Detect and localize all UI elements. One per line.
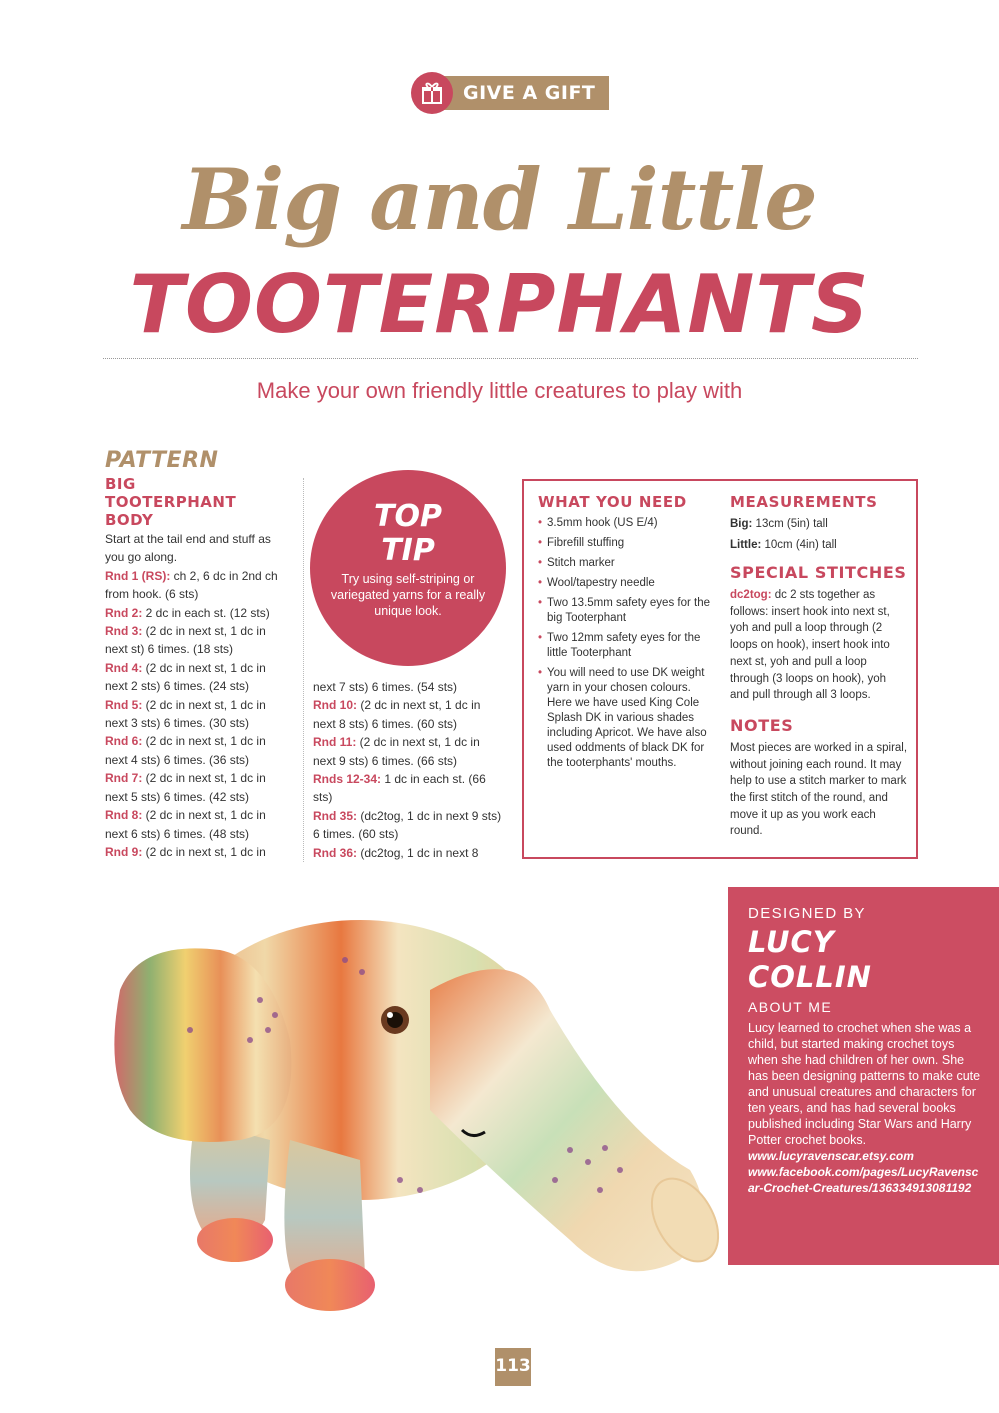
pattern-column-1 — [105, 448, 291, 861]
round-label: Rnd 7: — [105, 771, 143, 786]
round-text: (2 dc in next st, 1 dc in next st) 6 times. (18 sts) — [105, 624, 266, 657]
measurement-little — [730, 537, 908, 554]
measurements-heading: MEASUREMENTS — [730, 493, 878, 511]
pattern-continuation: next 7 sts) 6 times. (54 sts) — [313, 680, 458, 694]
round-text: (2 dc in next st, 1 dc in next 5 sts) 6 times. (42 sts) — [105, 771, 266, 804]
designed-by-label: DESIGNED BY — [748, 905, 866, 922]
round-label: Rnd 9: — [105, 844, 143, 859]
designer-bio: Lucy learned to crochet when she was a child, but started making crochet toys when she had children of her own. She has been designing patterns to make cute and unusual creatures and characters for ten years, and has had several books published including Star Wars and Harry Potter crochet books. — [748, 1021, 981, 1147]
measurement-label: Big: — [730, 518, 753, 530]
list-item: • Fibrefill stuffing — [538, 536, 710, 551]
subheading-line: BIG — [105, 475, 136, 493]
subheading-line: TOOTERPHANT — [105, 493, 237, 511]
designer-name — [748, 925, 981, 995]
subheading-line: BODY — [105, 511, 154, 529]
round-text: 2 dc in each st. (12 sts) — [142, 605, 270, 620]
round-text: (2 dc in next st, 1 dc in next 9 sts) 6 times. (66 sts) — [313, 735, 480, 768]
pattern-subheading — [105, 475, 291, 529]
pattern-round — [105, 843, 291, 861]
about-me-heading: ABOUT ME — [748, 999, 833, 1015]
measurement-big — [730, 516, 908, 533]
gift-icon — [411, 72, 453, 114]
list-item: • Wool/tapestry needle — [538, 576, 710, 591]
special-stitches-body — [730, 587, 908, 704]
pattern-intro: Start at the tail end and stuff as you go along. — [105, 532, 271, 565]
round-label: Rnd 2: — [105, 605, 143, 620]
badge-label: GIVE A GIFT — [439, 76, 609, 110]
measurement-value: 13cm (5in) tall — [752, 518, 828, 530]
round-text: (2 dc in next st, 1 dc in next 2 sts) 6 times. (24 sts) — [105, 660, 266, 694]
stitch-definition: dc 2 sts together as follows: insert hook into next st, yoh and pull a loop through (2 loops on hook), insert hook into next st, yoh and pull a loop through (3 loops on hook), yoh and pull through all 3 loops. — [730, 589, 890, 702]
etsy-link[interactable]: www.lucyravenscar.etsy.com — [748, 1149, 914, 1163]
list-item: • Two 13.5mm safety eyes for the big Tooterphant — [538, 596, 710, 626]
round-text: (2 dc in next st, 1 dc in — [142, 844, 266, 859]
tip-title-line: TIP — [381, 533, 435, 568]
round-text: 1 dc in each st. (66 sts) — [313, 772, 486, 805]
round-label: Rnd 3: — [105, 624, 143, 639]
title-divider — [103, 358, 918, 359]
info-box — [522, 479, 918, 859]
round-text: ch 2, 6 dc in 2nd ch from hook. (6 sts) — [105, 568, 278, 602]
round-text: (2 dc in next st, 1 dc in next 4 sts) 6 times. (36 sts) — [105, 734, 266, 767]
top-tip-badge — [310, 470, 506, 666]
list-item: • You will need to use DK weight yarn in your chosen colours. Here we have used King Cole Splash DK in various shades including Apricot. We have also used oddments of black DK for the tooterphants' mouths. — [538, 666, 710, 771]
special-stitches-heading: SPECIAL STITCHES — [730, 563, 907, 582]
pattern-round — [313, 733, 503, 770]
round-label: Rnd 6: — [105, 734, 143, 749]
round-label: Rnd 8: — [105, 808, 143, 823]
page-title: TOOTERPHANTS — [129, 258, 870, 351]
round-label: Rnd 36: — [313, 845, 358, 860]
tip-title-line: TOP — [374, 499, 442, 534]
pattern-round — [313, 770, 503, 807]
measurements-body — [730, 516, 908, 553]
elephant-photo — [100, 880, 740, 1340]
pattern-round — [313, 696, 503, 733]
round-label: Rnd 4: — [105, 660, 143, 675]
designer-panel — [728, 887, 999, 1265]
notes-body: Most pieces are worked in a spiral, without joining each round. It may help to use a stitch marker to mark the first stitch of the round, and move it up as you work each round. — [730, 741, 908, 838]
pattern-round — [105, 567, 291, 604]
pattern-body — [105, 530, 291, 861]
round-label: Rnd 35: — [313, 808, 358, 823]
facebook-link[interactable]: www.facebook.com/pages/LucyRavenscar-Crochet-Creatures/136334913081192 — [748, 1165, 979, 1195]
top-tip-body: Try using self-striping or variegated yarns for a really unique look. — [330, 572, 486, 618]
notes-heading: NOTES — [730, 715, 794, 735]
measurement-value: 10cm (4in) tall — [761, 538, 837, 551]
round-text: (2 dc in next st, 1 dc in next 8 sts) 6 times. (60 sts) — [313, 698, 481, 731]
what-you-need-section — [538, 493, 710, 776]
round-text: (dc2tog, 1 dc in next 9 sts) 6 times. (60 sts) — [313, 808, 502, 842]
round-label: Rnd 11: — [313, 735, 357, 750]
pattern-round — [313, 807, 503, 844]
measurement-label: Little: — [730, 538, 762, 551]
pattern-round — [105, 696, 291, 733]
page-subtitle: Make your own friendly little creatures to play with — [256, 378, 743, 403]
page-number: 113 — [495, 1348, 531, 1386]
pattern-round — [105, 604, 291, 622]
list-item: • 3.5mm hook (US E/4) — [538, 516, 710, 531]
list-item: • Stitch marker — [538, 556, 710, 571]
pattern-round — [105, 806, 291, 843]
round-text: (2 dc in next st, 1 dc in next 3 sts) 6 times. (30 sts) — [105, 697, 266, 731]
top-tip-title — [310, 500, 506, 568]
title-script: Big and Little — [182, 150, 817, 249]
stitch-term: dc2tog: — [730, 589, 772, 601]
round-label: Rnd 1 (RS): — [105, 568, 171, 583]
round-label: Rnd 10: — [313, 698, 358, 713]
what-you-need-heading: WHAT YOU NEED — [538, 493, 687, 511]
pattern-round — [105, 659, 291, 696]
pattern-heading: PATTERN — [105, 448, 219, 473]
pattern-column-2 — [313, 678, 503, 862]
designer-name-line: COLLIN — [748, 960, 872, 994]
column-divider — [303, 478, 304, 862]
round-label: Rnds 12-34: — [313, 772, 382, 787]
round-label: Rnd 5: — [105, 697, 143, 712]
pattern-round — [313, 844, 503, 862]
round-text: (dc2tog, 1 dc in next 8 — [357, 845, 479, 860]
pattern-round — [105, 769, 291, 806]
designer-name-line: LUCY — [748, 925, 835, 959]
materials-list — [538, 516, 710, 771]
section-badge — [411, 72, 609, 114]
pattern-round — [105, 732, 291, 769]
round-text: (2 dc in next st, 1 dc in next 6 sts) 6 times. (48 sts) — [105, 808, 266, 841]
pattern-round — [105, 622, 291, 659]
measurements-section — [730, 493, 908, 840]
list-item: • Two 12mm safety eyes for the little Tooterphant — [538, 631, 710, 661]
